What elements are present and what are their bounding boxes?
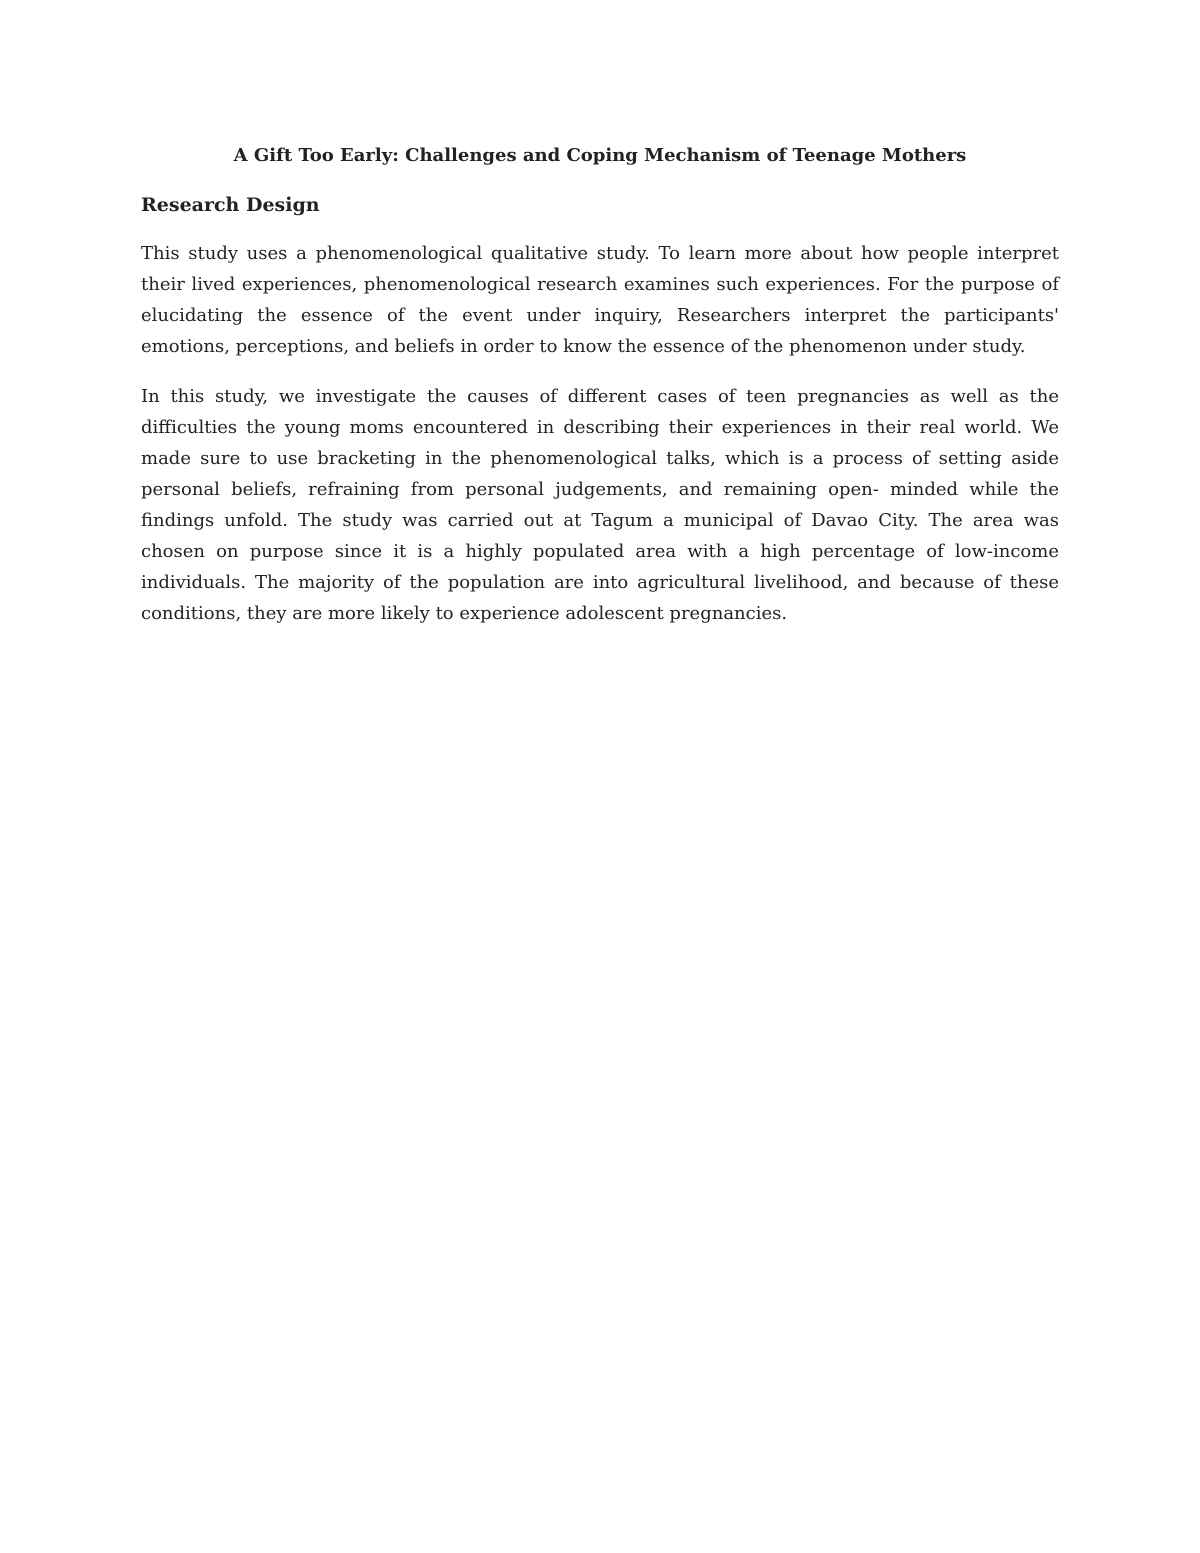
paragraph-2: In this study, we investigate the causes of different cases of teen pregnancies as well as the difficulties the young moms encountered in describing their experiences in their real world. We made sure to use bracketing in the phenomenological talks, which is a process of setting aside personal beliefs, refraining from personal judgements, and remaining open- minded while the findings unfold. The study was carried out at Tagum a municipal of Davao City. The area was chosen on purpose since it is a highly populated area with a high percentage of low-income individuals. The majority of the population are into agricultural livelihood, and because of these conditions, they are more likely to experience adolescent pregnancies. xyxy=(141,386,1059,624)
document-page xyxy=(141,140,1059,648)
section-heading-research-design: Research Design xyxy=(141,194,320,216)
document-title: A Gift Too Early: Challenges and Coping Mechanism of Teenage Mothers xyxy=(233,145,967,166)
paragraph-1: This study uses a phenomenological qualitative study. To learn more about how people interpret their lived experiences, phenomenological research examines such experiences. For the purpose of elucidating the essence of the event under inquiry, Researchers interpret the participants' emotions, perceptions, and beliefs in order to know the essence of the phenomenon under study. xyxy=(141,243,1059,357)
